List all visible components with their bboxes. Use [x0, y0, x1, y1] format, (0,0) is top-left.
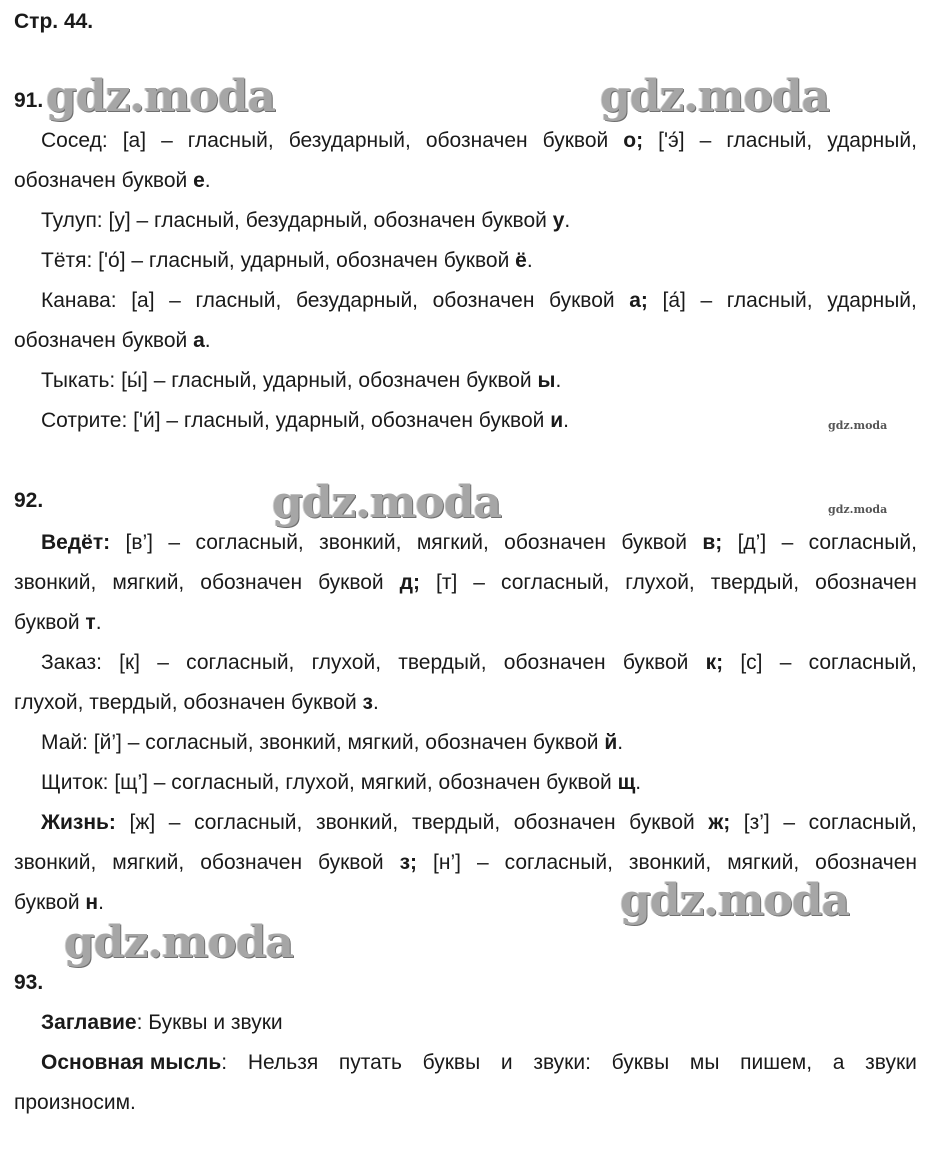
ex93-idea-end: произносим.: [14, 1091, 136, 1114]
ex91-line-5: Канава: [а] – гласный, безударный, обозначен буквой а; [а́] – гласный, ударный,: [41, 289, 917, 312]
ex93-title-line: Заглавие: Буквы и звуки: [41, 1011, 283, 1034]
ex91-line-3: Тулуп: [у] – гласный, безударный, обозначен буквой у.: [41, 209, 571, 232]
ex92-line-9: звонкий, мягкий, обозначен буквой з; [н’] – согласный, звонкий, мягкий, обозначен: [14, 851, 917, 874]
ex91-line-4: Тётя: [ʹо́] – гласный, ударный, обозначен буквой ё.: [41, 249, 533, 272]
exercise-number-91: 91.: [14, 89, 44, 112]
watermark-logo: gdz.moda: [620, 875, 850, 926]
ex91-line-7: Тыкать: [ы́] – гласный, ударный, обозначен буквой ы.: [41, 369, 562, 392]
ex92-line-6: Май: [й’] – согласный, звонкий, мягкий, обозначен буквой й.: [41, 731, 624, 754]
watermark-logo: gdz.moda: [272, 477, 502, 528]
ex93-idea-line: Основная мысль: Нельзя путать буквы и звуки: буквы мы пишем, а звуки: [41, 1051, 917, 1074]
page-reference: Стр. 44.: [14, 10, 94, 33]
exercise-number-93: 93.: [14, 971, 44, 994]
ex92-line-10: буквой н.: [14, 891, 104, 914]
watermark-logo: gdz.moda: [64, 917, 294, 968]
watermark-small: gdz.moda: [828, 419, 888, 432]
ex92-line-7: Щиток: [щ’] – согласный, глухой, мягкий, обозначен буквой щ.: [41, 771, 642, 794]
ex92-line-1: Ведёт: [в’] – согласный, звонкий, мягкий, обозначен буквой в; [д’] – согласный,: [41, 531, 917, 554]
ex91-line-6: обозначен буквой а.: [14, 329, 211, 352]
ex91-line-2: обозначен буквой е.: [14, 169, 211, 192]
watermark-small: gdz.moda: [828, 503, 888, 516]
ex92-line-2: звонкий, мягкий, обозначен буквой д; [т] – согласный, глухой, твердый, обозначен: [14, 571, 917, 594]
watermark-logo: gdz.moda: [46, 71, 276, 122]
ex92-line-8: Жизнь: [ж] – согласный, звонкий, твердый, обозначен буквой ж; [з’] – согласный,: [41, 811, 917, 834]
watermark-logo: gdz.moda: [600, 71, 830, 122]
ex91-line-8: Сотрите: [ʹи́] – гласный, ударный, обозначен буквой и.: [41, 409, 569, 432]
ex92-line-5: глухой, твердый, обозначен буквой з.: [14, 691, 379, 714]
ex92-line-4: Заказ: [к] – согласный, глухой, твердый, обозначен буквой к; [с] – согласный,: [41, 651, 917, 674]
ex92-line-3: буквой т.: [14, 611, 102, 634]
exercise-number-92: 92.: [14, 489, 44, 512]
ex91-line-1: Сосед: [а] – гласный, безударный, обозначен буквой о; [ʹэ́] – гласный, ударный,: [41, 129, 917, 152]
